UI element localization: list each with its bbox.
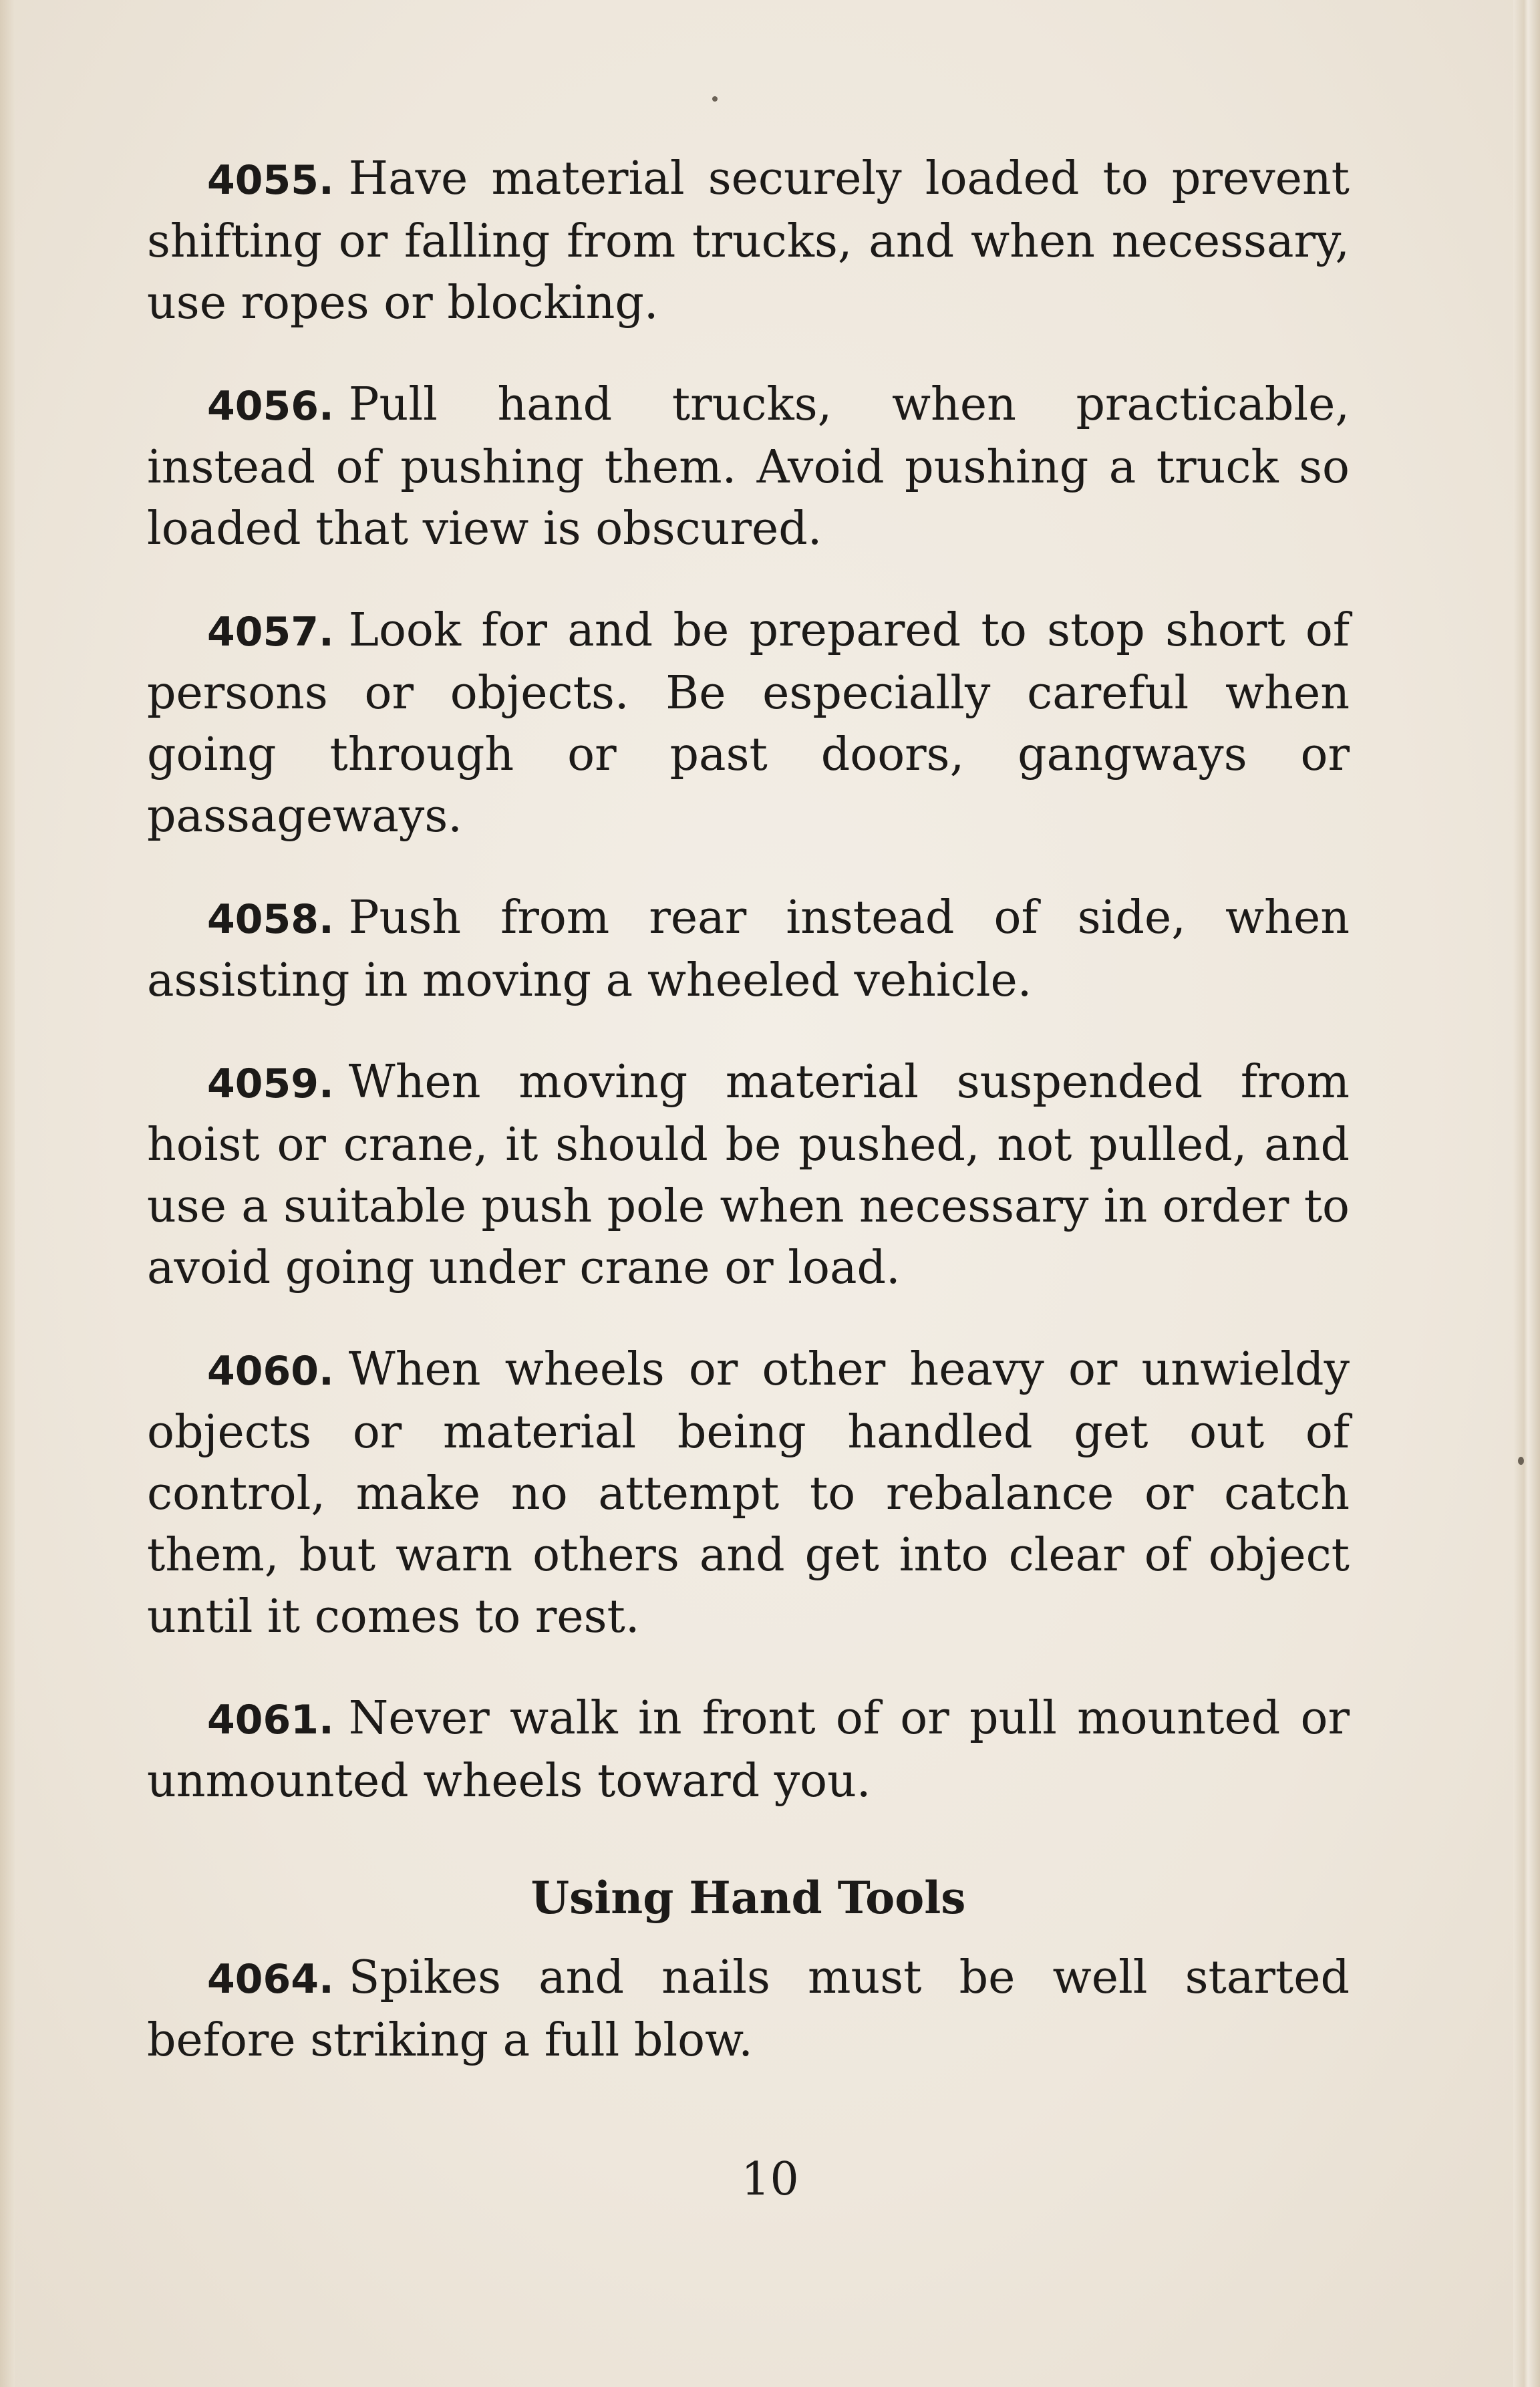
paper-speck bbox=[1518, 1457, 1524, 1465]
page-edge bbox=[1513, 0, 1540, 2387]
rule-4060 bbox=[147, 1339, 1350, 1648]
rule-4055 bbox=[147, 148, 1350, 334]
rule-number: 4060. bbox=[207, 1348, 334, 1395]
rule-text: Spikes and nails must be well started before striking a full blow. bbox=[147, 1951, 1350, 2067]
rule-number: 4057. bbox=[207, 609, 334, 656]
rule-4059 bbox=[147, 1052, 1350, 1299]
page-number: 10 bbox=[741, 2153, 799, 2206]
rule-number: 4061. bbox=[207, 1697, 334, 1743]
section-heading: Using Hand Tools bbox=[530, 1872, 966, 1924]
rule-4061 bbox=[147, 1688, 1350, 1812]
rule-text: When moving material suspended from hoist or crane, it should be pushed, not pulled, and use a suitable push pole when necessary in order to avoid going under crane or load. bbox=[147, 1056, 1350, 1294]
rule-number: 4059. bbox=[207, 1061, 334, 1107]
rule-number: 4064. bbox=[207, 1956, 334, 2003]
rule-4064 bbox=[147, 1947, 1350, 2072]
rule-text: Push from rear instead of side, when assisting in moving a wheeled vehicle. bbox=[147, 891, 1350, 1007]
rule-number: 4055. bbox=[207, 157, 334, 204]
rule-text: When wheels or other heavy or unwieldy objects or material being handled get out of control, make no attempt to rebalance or catch them, but warn others and get into clear of object until it comes to rest. bbox=[147, 1343, 1350, 1643]
rule-4056 bbox=[147, 374, 1350, 560]
rule-number: 4058. bbox=[207, 896, 334, 943]
rule-4057 bbox=[147, 600, 1350, 847]
paper-speck bbox=[712, 96, 718, 102]
rule-number: 4056. bbox=[207, 383, 334, 430]
rule-4058 bbox=[147, 887, 1350, 1012]
page-text bbox=[147, 148, 1350, 2112]
page-gutter bbox=[0, 0, 15, 2387]
rule-text: Have material securely loaded to prevent shifting or falling from trucks, and when necessary, use ropes or blocking. bbox=[147, 152, 1350, 329]
rule-text: Look for and be prepared to stop short of persons or objects. Be especially careful when going through or past doors, gangways or passageways. bbox=[147, 604, 1350, 843]
rule-text: Never walk in front of or pull mounted or unmounted wheels toward you. bbox=[147, 1692, 1350, 1808]
rule-text: Pull hand trucks, when practicable, instead of pushing them. Avoid pushing a truck so loaded that view is obscured. bbox=[147, 378, 1350, 555]
